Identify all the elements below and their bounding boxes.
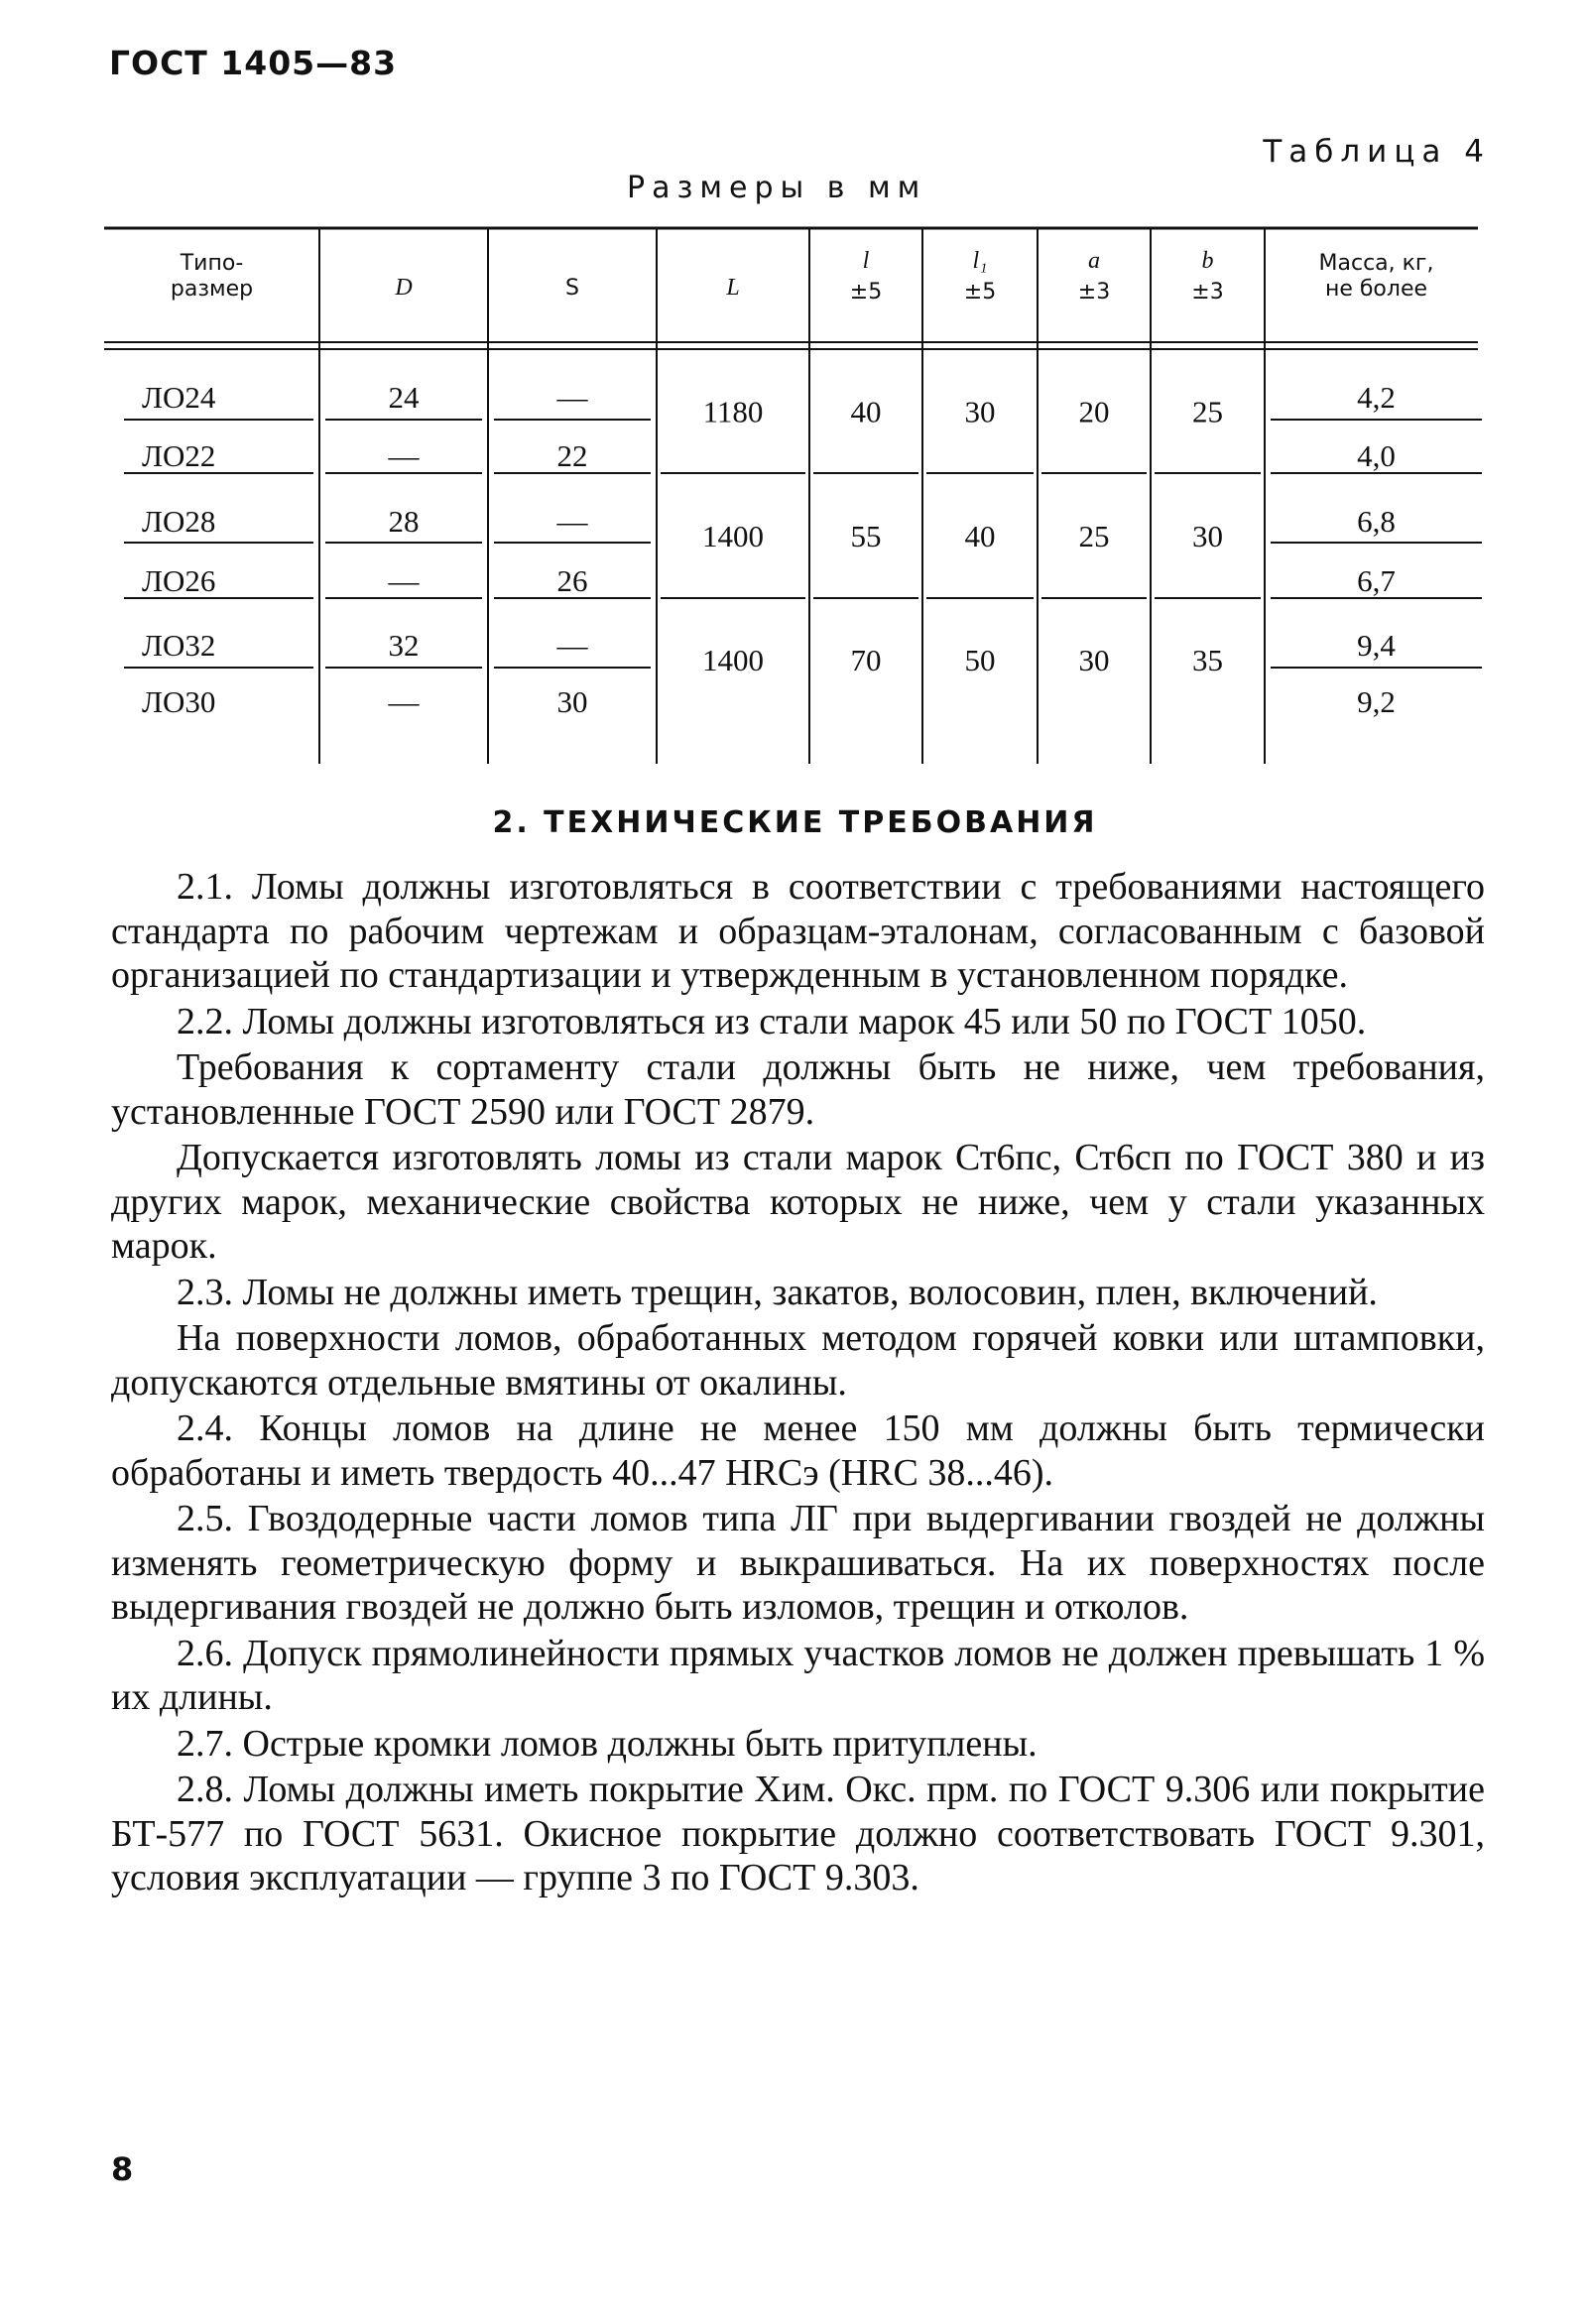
table-cell: — [556,380,588,415]
table-header-cell: L [726,275,740,301]
table-cell: 32 [388,628,420,663]
table-cell: 6,8 [1357,504,1396,539]
table-header-tolerance: ±5 [849,280,883,305]
table-header-cell: b [1201,248,1214,274]
table-header-cell: D [395,275,413,301]
table-header-cell: S [565,276,579,301]
table-header [171,248,1434,305]
table-cell: 22 [556,438,588,473]
row-size-name: ЛО22 [142,438,216,473]
table-cell: 9,2 [1357,684,1396,719]
paragraph-5: 2.3. Ломы не должны иметь трещин, закатов, волосовин, плен, включений. [177,1271,1378,1313]
row-size-name: ЛО28 [142,504,216,539]
table-header-tolerance: ±3 [1077,280,1111,305]
table-header-cell: Типо- [180,251,244,276]
table-merged-cell: 20 [1078,394,1110,429]
table-merged-cell: 40 [850,394,882,429]
table-merged-cell: 25 [1192,394,1223,429]
page-header: ГОСТ 1405—83 [109,44,398,82]
row-size-name: ЛО24 [142,380,216,415]
paragraph-9: 2.6. Допуск прямолинейности прямых участков ломов не должен превышать 1 % их длины. [111,1632,1485,1718]
table-label: Таблица 4 [1263,134,1491,170]
table-cell: — [388,563,420,598]
table-cell: 30 [556,684,588,719]
table-cell: 28 [388,504,420,539]
table-cell: — [556,504,588,539]
paragraph-6: На поверхности ломов, обработанных методом горячей ковки или штамповки, допускаются отдельные вмятины от окалины. [111,1317,1485,1404]
table-header-cell: l₁ [972,248,988,274]
row-size-name: ЛО32 [142,628,216,663]
table-header-cell: не более [1324,277,1428,302]
table-header-cell: a [1088,248,1100,274]
table-cell: 9,4 [1357,628,1396,663]
dimensions-table [0,0,1590,794]
table-merged-cell: 50 [964,643,996,677]
table-merged-cell: 1180 [702,394,764,429]
table-merged-cell: 1400 [702,643,764,677]
table-cell: 6,7 [1357,563,1396,598]
page-number: 8 [111,2150,134,2188]
table-cell: — [388,438,420,473]
table-cell: 4,0 [1357,438,1396,473]
table-size-label: Размеры в мм [627,171,927,205]
table-header-tolerance: ±3 [1191,280,1224,305]
paragraph-10: 2.7. Острые кромки ломов должны быть притуплены. [177,1722,1038,1765]
table-merged-cell: 70 [850,643,882,677]
table-merged-cell: 55 [850,519,882,553]
paragraph-2: 2.2. Ломы должны изготовляться из стали марок 45 или 50 по ГОСТ 1050. [177,1000,1367,1042]
table-merged-cell: 40 [964,519,996,553]
table-merged-cell: 35 [1192,643,1223,677]
table-merged-cell: 30 [1078,643,1110,677]
requirements-text [111,865,1485,1902]
table-merged-cell: 30 [964,394,996,429]
table-header-cell: размер [170,277,254,302]
table-merged-cell: 25 [1078,519,1110,553]
paragraph-1: 2.1. Ломы должны изготовляться в соответствии с требованиями настоящего стандарта по рабочим чертежам и образцам-эталонам, согласованным с базовой организацией по стандартизации и утвержденным в установленном порядке. [111,866,1485,996]
paragraph-7: 2.4. Концы ломов на длине не менее 150 мм должны быть термически обработаны и иметь твердость 40...47 HRCэ (HRC 38...46). [111,1407,1485,1494]
table-header-cell: Масса, кг, [1318,251,1434,276]
table-cell: — [556,628,588,663]
paragraph-8: 2.5. Гвоздодерные части ломов типа ЛГ при выдергивании гвоздей не должны изменять геометрическую форму и выкрашиваться. На их поверхностях после выдергивания гвоздей не должно быть изломов, трещин и отколов. [111,1498,1485,1628]
paragraph-3: Требования к сортаменту стали должны быть не ниже, чем требования, установленные ГОСТ 2590 или ГОСТ 2879. [111,1046,1485,1133]
table-cell: 26 [556,563,588,598]
table-cell: 4,2 [1357,380,1396,415]
table-header-cell: l [862,248,870,274]
paragraph-4: Допускается изготовлять ломы из стали марок Ст6пс, Ст6сп по ГОСТ 380 и из других марок, механические свойства которых не ниже, чем у стали указанных марок. [111,1137,1485,1267]
section-title: 2. ТЕХНИЧЕСКИЕ ТРЕБОВАНИЯ [492,805,1098,840]
table-merged-cell: 1400 [702,519,764,553]
table-cell: 24 [388,380,420,415]
table-header-tolerance: ±5 [963,280,997,305]
row-size-name: ЛО26 [142,563,216,598]
paragraph-11: 2.8. Ломы должны иметь покрытие Хим. Окс. прм. по ГОСТ 9.306 или покрытие БТ-577 по ГОСТ 5631. Окисное покрытие должно соответствовать ГОСТ 9.301, условия эксплуатации — группе 3 по ГОСТ 9.303. [111,1769,1485,1898]
table-grid-lines [104,228,1482,764]
table-merged-cell: 30 [1192,519,1223,553]
row-size-name: ЛО30 [142,684,216,719]
table-cell: — [388,684,420,719]
